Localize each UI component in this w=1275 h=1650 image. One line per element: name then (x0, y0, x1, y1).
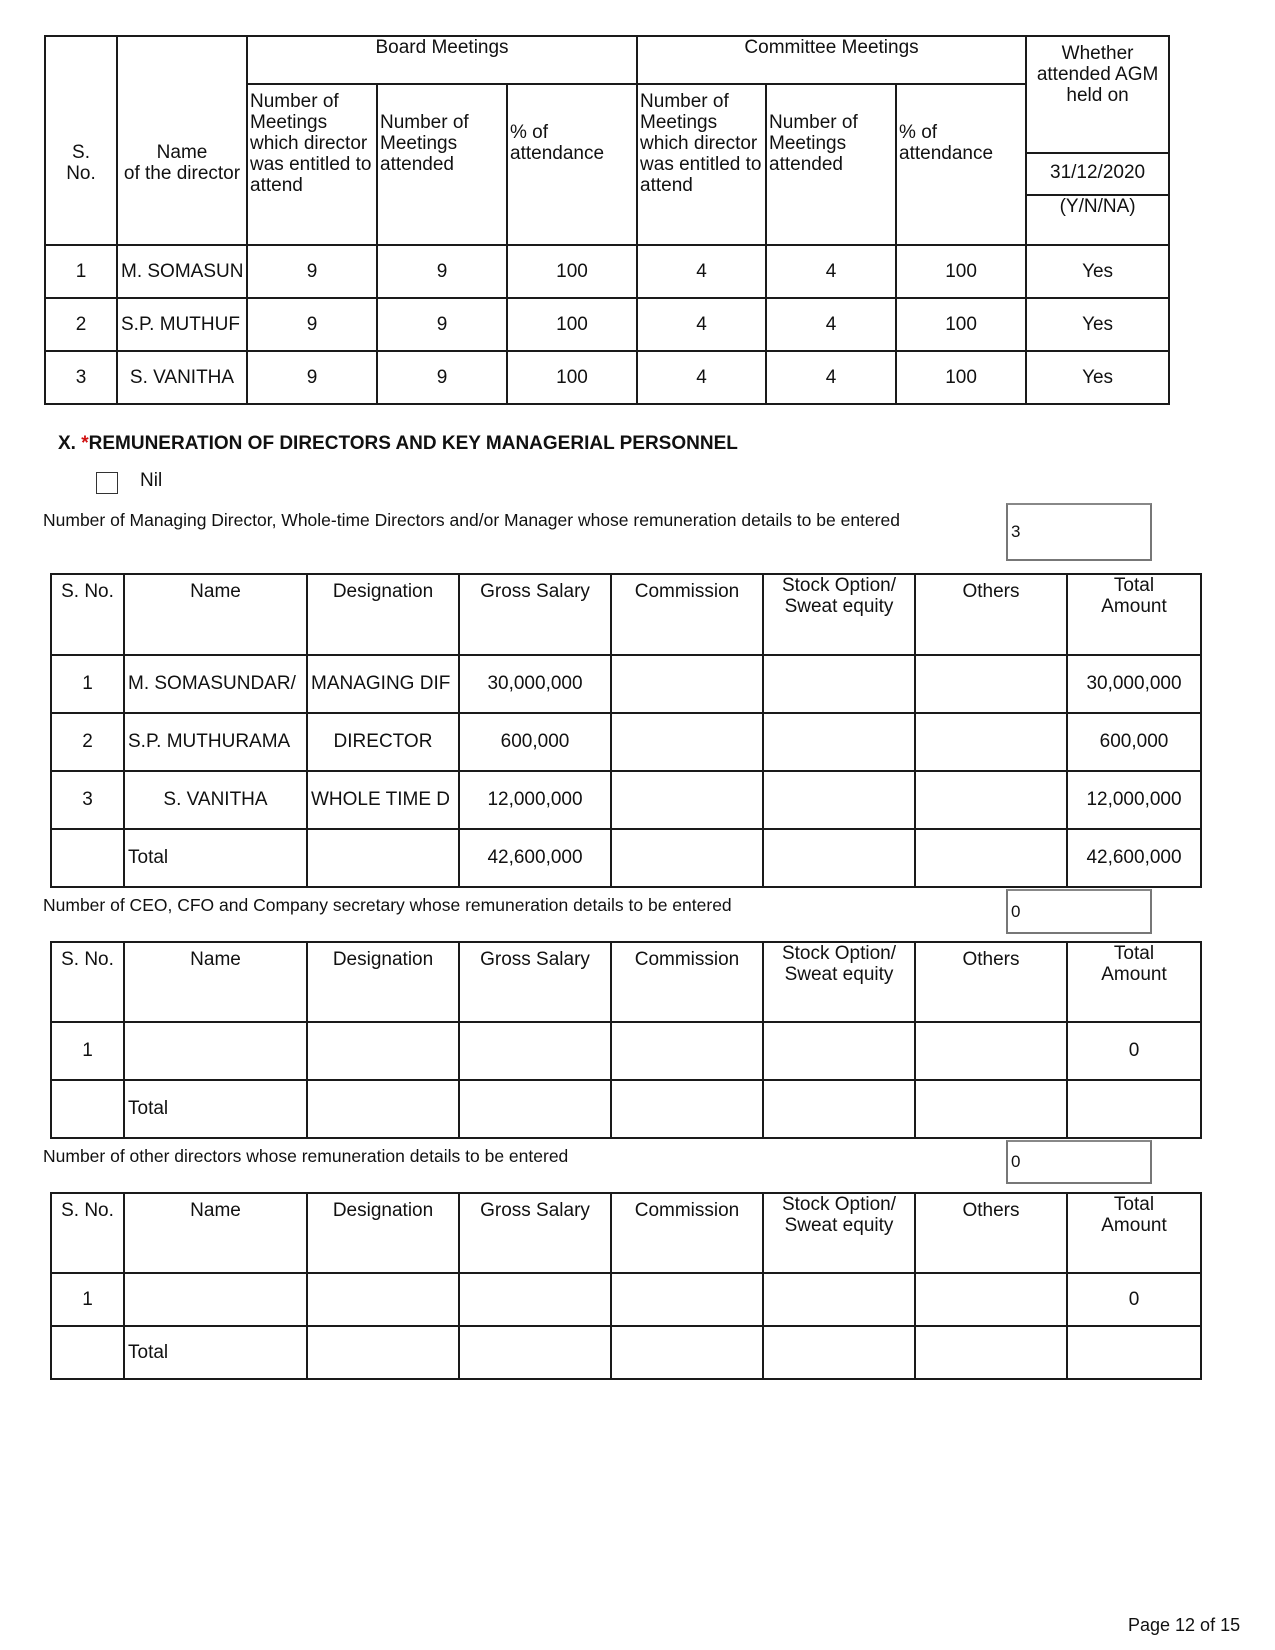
other-directors-count-value: 0 (1011, 1152, 1021, 1171)
cell-total: 600,000 (1067, 713, 1201, 771)
total-row (51, 1326, 1201, 1379)
cell-total-label: Total (124, 1326, 307, 1379)
header-designation: Designation (307, 1193, 459, 1273)
required-asterisk: * (81, 433, 89, 454)
cell-empty (915, 1326, 1067, 1379)
cell-sno: 1 (45, 245, 117, 298)
header-stock-option-line1: Stock Option/ (781, 943, 897, 964)
header-sno: S. No. (51, 1193, 124, 1273)
header-sno: S. No. (45, 36, 117, 245)
cell-committee-attended: 4 (766, 351, 896, 404)
header-total-amount (1067, 942, 1201, 1022)
md-count-value: 3 (1011, 522, 1021, 541)
cell-committee-pct: 100 (896, 245, 1026, 298)
header-stock-option-line2: Sweat equity (784, 1215, 894, 1236)
cell-director-name: M. SOMASUN (117, 245, 247, 298)
cell-total-gross-salary: 42,600,000 (459, 829, 611, 887)
cell-others[interactable] (915, 655, 1067, 713)
cell-designation[interactable]: MANAGING DIF (307, 655, 459, 713)
cell-gross-salary[interactable]: 12,000,000 (459, 771, 611, 829)
section-title (58, 433, 738, 455)
cell-total-label: Total (124, 829, 307, 887)
header-stock-option-line1: Stock Option/ (781, 575, 897, 596)
header-others: Others (915, 942, 1067, 1022)
cell-board-entitled: 9 (247, 245, 377, 298)
cell-empty (611, 829, 763, 887)
cell-committee-attended: 4 (766, 298, 896, 351)
section-title-text: REMUNERATION OF DIRECTORS AND KEY MANAGERIAL PERSONNEL (88, 433, 738, 454)
meeting-attendance-table (44, 35, 1170, 405)
header-name: Name (124, 1193, 307, 1273)
cell-empty (763, 1080, 915, 1138)
header-total-line1: Total (1113, 575, 1155, 596)
kmp-count-value: 0 (1011, 901, 1021, 921)
kmp-count-input[interactable] (1006, 889, 1152, 934)
kmp-remuneration-table (50, 941, 1202, 1139)
kmp-count-label: Number of CEO, CFO and Company secretary whose remuneration details to be entered (43, 895, 732, 915)
cell-board-pct: 100 (507, 351, 637, 404)
cell-empty (611, 1326, 763, 1379)
cell-board-pct: 100 (507, 298, 637, 351)
header-gross-salary: Gross Salary (459, 942, 611, 1022)
cell-sno: 3 (51, 771, 124, 829)
cell-designation[interactable]: WHOLE TIME D (307, 771, 459, 829)
header-name: Name (124, 574, 307, 655)
cell-total-label: Total (124, 1080, 307, 1138)
cell-total: 0 (1067, 1273, 1201, 1326)
cell-commission[interactable] (611, 655, 763, 713)
header-total-line2: Amount (1101, 596, 1167, 617)
header-stock-option-line2: Sweat equity (784, 964, 894, 985)
header-stock-option (763, 942, 915, 1022)
header-agm-label: Whether attended AGM held on (1027, 37, 1168, 154)
table-row (45, 245, 1169, 298)
cell-total: 30,000,000 (1067, 655, 1201, 713)
cell-director-name: S. VANITHA (117, 351, 247, 404)
cell-name[interactable]: S.P. MUTHURAMA (124, 713, 307, 771)
cell-designation[interactable]: DIRECTOR (307, 713, 459, 771)
header-agm (1026, 36, 1169, 245)
header-total-amount (1067, 1193, 1201, 1273)
cell-total-gross-salary (459, 1326, 611, 1379)
header-board-meetings: Board Meetings (247, 36, 637, 84)
cell-empty (307, 829, 459, 887)
cell-designation[interactable] (307, 1273, 459, 1326)
other-directors-count-input[interactable] (1006, 1140, 1152, 1184)
cell-total: 0 (1067, 1022, 1201, 1080)
cell-board-pct: 100 (507, 245, 637, 298)
cell-committee-entitled: 4 (637, 298, 766, 351)
cell-agm: Yes (1026, 245, 1169, 298)
cell-stock-option[interactable] (763, 1022, 915, 1080)
table-row (51, 1273, 1201, 1326)
cell-gross-salary[interactable] (459, 1273, 611, 1326)
header-stock-option (763, 574, 915, 655)
header-total-line2: Amount (1101, 1215, 1167, 1236)
cell-commission[interactable] (611, 1273, 763, 1326)
cell-board-attended: 9 (377, 298, 507, 351)
header-others: Others (915, 574, 1067, 655)
cell-agm: Yes (1026, 351, 1169, 404)
header-stock-option-line2: Sweat equity (784, 596, 894, 617)
header-designation: Designation (307, 942, 459, 1022)
cell-committee-attended: 4 (766, 245, 896, 298)
cell-gross-salary[interactable] (459, 1022, 611, 1080)
cell-total-amount: 42,600,000 (1067, 829, 1201, 887)
cell-empty (51, 1080, 124, 1138)
header-total-line2: Amount (1101, 964, 1167, 985)
cell-others[interactable] (915, 713, 1067, 771)
header-board-entitled: Number of Meetings which director was entitled to attend (247, 84, 377, 245)
cell-sno: 1 (51, 1022, 124, 1080)
md-remuneration-table (50, 573, 1202, 888)
cell-others[interactable] (915, 1022, 1067, 1080)
cell-board-entitled: 9 (247, 298, 377, 351)
cell-total-amount (1067, 1080, 1201, 1138)
cell-board-attended: 9 (377, 245, 507, 298)
header-gross-salary: Gross Salary (459, 574, 611, 655)
cell-total-amount (1067, 1326, 1201, 1379)
other-directors-remuneration-table (50, 1192, 1202, 1380)
cell-commission[interactable] (611, 713, 763, 771)
header-gross-salary: Gross Salary (459, 1193, 611, 1273)
header-others: Others (915, 1193, 1067, 1273)
cell-stock-option[interactable] (763, 655, 915, 713)
cell-empty (51, 829, 124, 887)
cell-total: 12,000,000 (1067, 771, 1201, 829)
header-stock-option (763, 1193, 915, 1273)
header-name: Name (124, 942, 307, 1022)
other-directors-count-label: Number of other directors whose remuneration details to be entered (43, 1146, 569, 1166)
cell-empty (915, 829, 1067, 887)
section-prefix: X. (58, 433, 82, 454)
cell-board-attended: 9 (377, 351, 507, 404)
nil-checkbox[interactable] (96, 472, 118, 494)
header-total-amount (1067, 574, 1201, 655)
cell-empty (51, 1326, 124, 1379)
table-row (45, 298, 1169, 351)
header-agm-date: 31/12/2020 (1027, 154, 1168, 196)
cell-name[interactable] (124, 1273, 307, 1326)
header-sno: S. No. (51, 942, 124, 1022)
header-committee-attended: Number of Meetings attended (766, 84, 896, 245)
cell-gross-salary[interactable]: 30,000,000 (459, 655, 611, 713)
table-row (51, 655, 1201, 713)
cell-sno: 2 (45, 298, 117, 351)
cell-commission[interactable] (611, 771, 763, 829)
md-count-label: Number of Managing Director, Whole-time Directors and/or Manager whose remuneration details to be entered (43, 510, 900, 530)
table-row (45, 351, 1169, 404)
table-row (51, 713, 1201, 771)
cell-stock-option[interactable] (763, 771, 915, 829)
header-commission: Commission (611, 942, 763, 1022)
cell-commission[interactable] (611, 1022, 763, 1080)
header-total-line1: Total (1113, 1194, 1155, 1215)
cell-empty (307, 1080, 459, 1138)
total-row (51, 829, 1201, 887)
cell-committee-entitled: 4 (637, 351, 766, 404)
cell-designation[interactable] (307, 1022, 459, 1080)
cell-name[interactable]: S. VANITHA (124, 771, 307, 829)
cell-empty (611, 1080, 763, 1138)
cell-sno: 1 (51, 655, 124, 713)
cell-board-entitled: 9 (247, 351, 377, 404)
md-count-input[interactable] (1006, 503, 1152, 561)
header-commission: Commission (611, 1193, 763, 1273)
cell-empty (915, 1080, 1067, 1138)
total-row (51, 1080, 1201, 1138)
header-committee-entitled: Number of Meetings which director was entitled to attend (637, 84, 766, 245)
nil-label: Nil (140, 470, 163, 491)
cell-empty (307, 1326, 459, 1379)
header-director-name: Name of the director (117, 36, 247, 245)
cell-agm: Yes (1026, 298, 1169, 351)
table-row (51, 1022, 1201, 1080)
header-total-line1: Total (1113, 943, 1155, 964)
header-designation: Designation (307, 574, 459, 655)
header-committee-pct: % of attendance (896, 84, 1026, 245)
cell-others[interactable] (915, 771, 1067, 829)
cell-sno: 3 (45, 351, 117, 404)
cell-committee-entitled: 4 (637, 245, 766, 298)
header-stock-option-line1: Stock Option/ (781, 1194, 897, 1215)
header-committee-meetings: Committee Meetings (637, 36, 1026, 84)
table-row (51, 771, 1201, 829)
cell-name[interactable] (124, 1022, 307, 1080)
header-sno: S. No. (51, 574, 124, 655)
header-agm-options: (Y/N/NA) (1059, 196, 1136, 217)
cell-stock-option[interactable] (763, 1273, 915, 1326)
page-number: Page 12 of 15 (1128, 1615, 1241, 1635)
cell-director-name: S.P. MUTHUF (117, 298, 247, 351)
cell-total-gross-salary (459, 1080, 611, 1138)
cell-name[interactable]: M. SOMASUNDAR/ (124, 655, 307, 713)
cell-others[interactable] (915, 1273, 1067, 1326)
cell-committee-pct: 100 (896, 351, 1026, 404)
cell-empty (763, 829, 915, 887)
cell-sno: 2 (51, 713, 124, 771)
cell-empty (763, 1326, 915, 1379)
header-board-pct: % of attendance (507, 84, 637, 245)
cell-stock-option[interactable] (763, 713, 915, 771)
cell-gross-salary[interactable]: 600,000 (459, 713, 611, 771)
cell-committee-pct: 100 (896, 298, 1026, 351)
header-board-attended: Number of Meetings attended (377, 84, 507, 245)
cell-sno: 1 (51, 1273, 124, 1326)
header-commission: Commission (611, 574, 763, 655)
